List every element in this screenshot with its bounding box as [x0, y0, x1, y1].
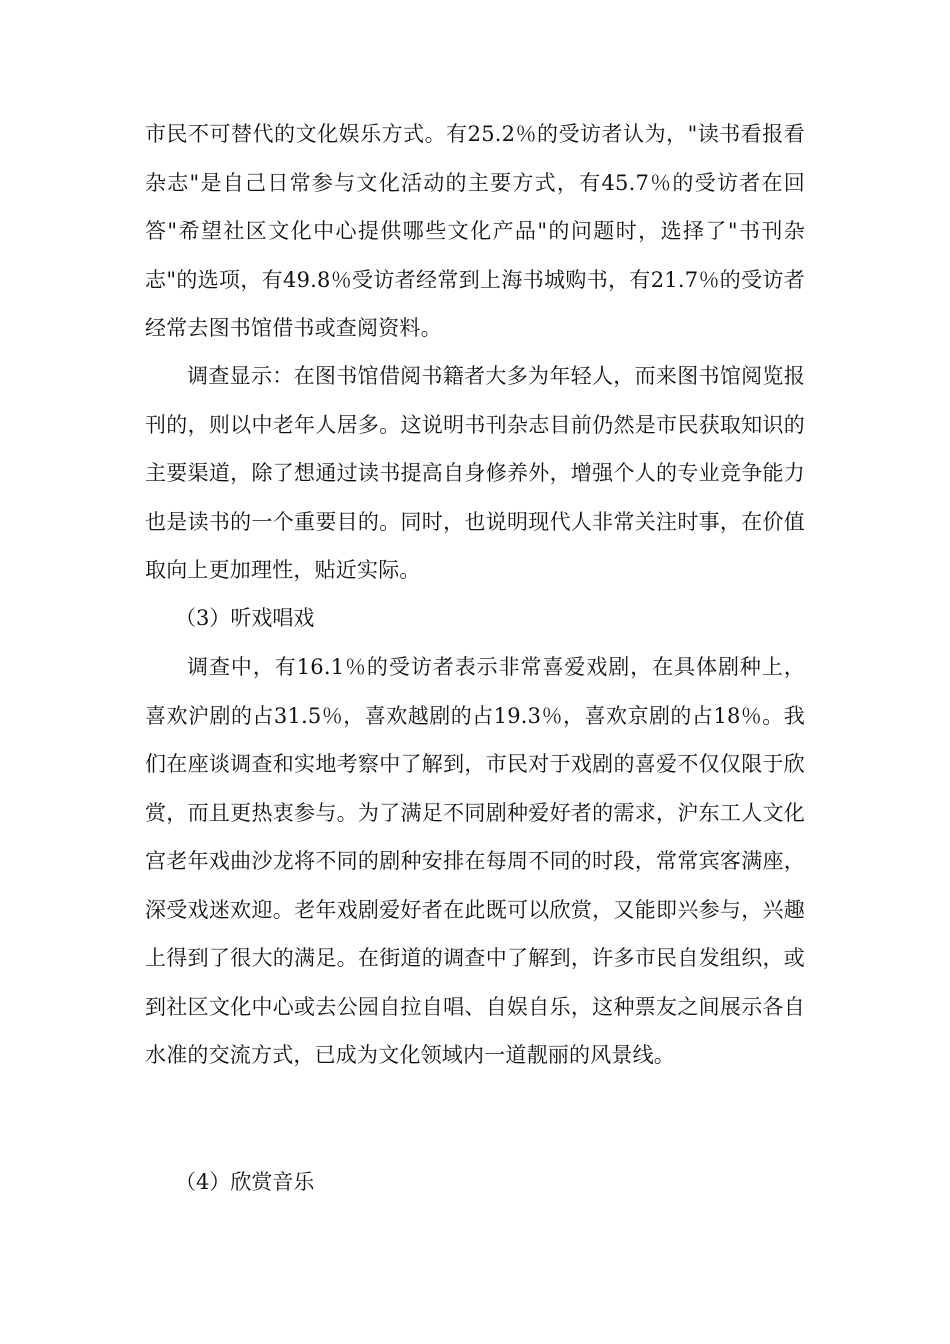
paragraph-opera-survey: 调查中，有16.1％的受访者表示非常喜爱戏剧，在具体剧种上，喜欢沪剧的占31.5％，喜欢越剧的占19.3％，喜欢京剧的占18％。我们在座谈调查和实地考察中了解到，市民对于戏剧的喜爱不仅仅限于欣赏，而且更热衷参与。为了满足不同剧种爱好者的需求，沪东工人文化宫老年戏曲沙龙将不同的剧种安排在每周不同的时段，常常宾客满座，深受戏迷欢迎。老年戏剧爱好者在此既可以欣赏，又能即兴参与，兴趣上得到了很大的满足。在街道的调查中了解到，许多市民自发组织，或到社区文化中心或去公园自拉自唱、自娱自乐，这种票友之间展示各自水准的交流方式，已成为文化领域内一道靓丽的风景线。 — [145, 655, 805, 1067]
paragraph-library-survey-findings: 调查显示：在图书馆借阅书籍者大多为年轻人，而来图书馆阅览报刊的，则以中老年人居多。这说明书刊杂志目前仍然是市民获取知识的主要渠道，除了想通过读书提高自身修养外，增强个人的专业竞争能力也是读书的一个重要目的。同时，也说明现代人非常关注时事，在价值取向上更加理性，贴近实际。 — [145, 364, 805, 582]
paragraph-reading-survey-results: 市民不可替代的文化娱乐方式。有25.2％的受访者认为，"读书看报看杂志"是自己日常参与文化活动的主要方式，有45.7％的受访者在回答"希望社区文化中心提供哪些文化产品"的问题时，选择了"书刊杂志"的选项，有49.8％受访者经常到上海书城购书，有21.7％的受访者经常去图书馆借书或查阅资料。 — [145, 122, 805, 340]
section-heading-opera: （3）听戏唱戏 — [175, 606, 315, 630]
section-heading-music: （4）欣赏音乐 — [175, 1170, 315, 1194]
